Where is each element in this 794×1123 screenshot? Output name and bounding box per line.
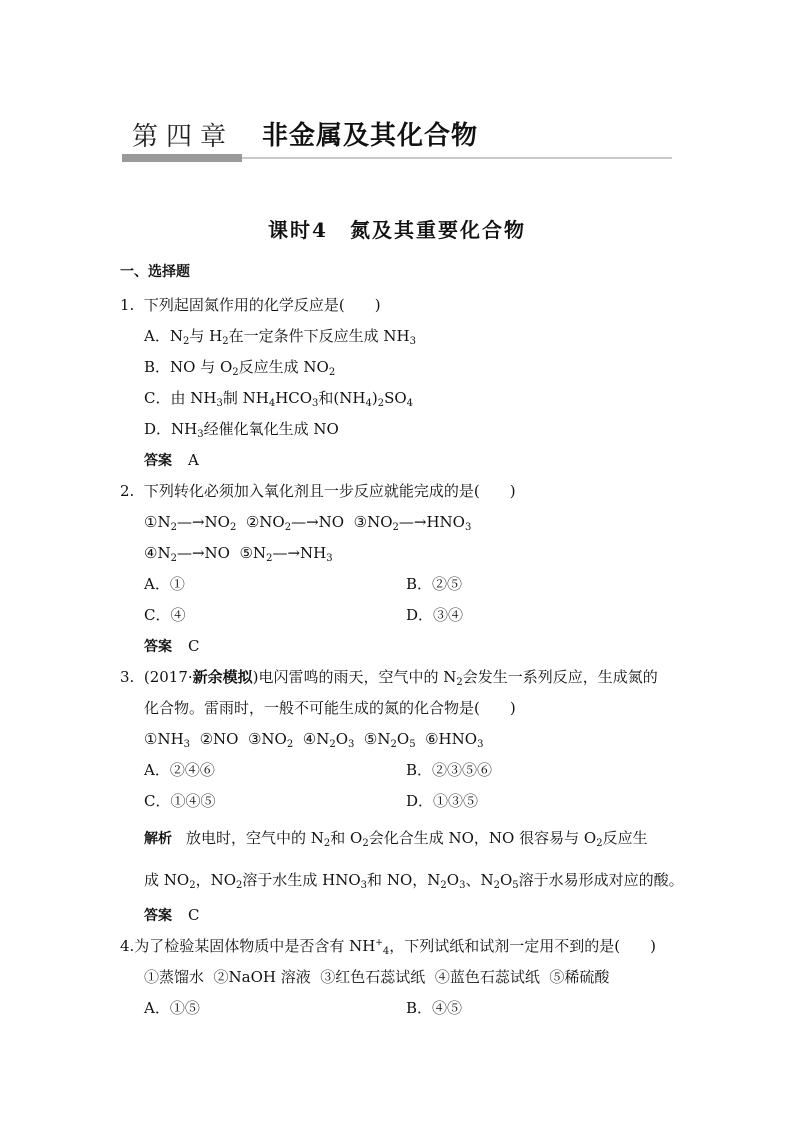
lesson-title: 课时4 氮及其重要化合物 (268, 218, 526, 242)
chapter-title: 非金属及其化合物 (262, 121, 479, 151)
text-line-q1c: C．由 $NH_3$制 $NH_4HCO_3$和$(NH_4)_2SO_4$ (144, 389, 414, 409)
text-line-q2s1: $①N_2—\to NO_2$ $②NO_2—\to NO$ $③NO_2—\to HNO_3$ (144, 513, 472, 533)
text-line-q2a: A．① (144, 575, 185, 593)
text-line-q4a: A．①⑤ (144, 999, 200, 1017)
text-line-q3ans: 答案 C (144, 906, 200, 924)
text-line-q2b: B．②⑤ (406, 575, 463, 593)
text-line-q1: 1. 下列起固氮作用的化学反应是( ) (120, 296, 381, 314)
text-line-q3d: D．①③⑤ (406, 792, 479, 810)
text-line-q1b: B．NO 与 $O_2$反应生成 $NO_2$ (144, 358, 336, 378)
text-line-q1d: D．$NH_3$经催化氧化生成 NO (144, 420, 339, 440)
text-line-q1ans: 答案 A (144, 451, 199, 469)
text-line-q3exp2: 成 $NO_2$，$NO_2$溶于水生成 $HNO_3$和 NO，$N_2O_3$、$N_2O_5$溶于水易形成对应的酸。 (144, 871, 684, 891)
text-line-q4b: B．④⑤ (406, 999, 463, 1017)
chapter-header (122, 108, 672, 168)
text-line-q4s: ①蒸馏水 ②NaOH 溶液 ③红色石蕊试纸 ④蓝色石蕊试纸 ⑤稀硫酸 (144, 968, 610, 986)
text-line-q2d: D．③④ (406, 606, 464, 624)
text-line-q3l2: 化合物。雷雨时，一般不可能生成的氮的化合物是( ) (144, 699, 516, 717)
text-line-q2ans: 答案 C (144, 637, 200, 655)
text-line-q3b: B．②③⑤⑥ (406, 761, 493, 779)
text-line-q4: 4.为了检验某固体物质中是否含有 $NH^+_4$，下列试纸和试剂一定用不到的是( ) (120, 937, 656, 957)
text-line-q2: 2. 下列转化必须加入氧化剂且一步反应就能完成的是( ) (120, 482, 516, 500)
text-line-q3c: C．①④⑤ (144, 792, 216, 810)
text-line-q3a: A．②④⑥ (144, 761, 215, 779)
chapter-label: 第四章 (132, 122, 235, 152)
header-divider (242, 157, 672, 159)
section-title: 一、选择题 (120, 264, 190, 280)
text-line-q3: 3. (2017·新余模拟)电闪雷鸣的雨天，空气中的 $N_2$会发生一系列反应，生成氮的 (120, 668, 658, 688)
text-line-q3s: $①NH_3$ ②NO $③NO_2$ $④N_2O_3$ $⑤N_2O_5$ $⑥HNO_3$ (144, 730, 484, 750)
header-bar-accent (122, 154, 242, 162)
text-line-q3exp1: 解析 放电时，空气中的 $N_2$和 $O_2$会化合生成 NO，NO 很容易与 $O_2$反应生 (144, 829, 648, 849)
text-line-q2c: C．④ (144, 606, 186, 624)
text-line-q1a: A．$N_2$与 $H_2$在一定条件下反应生成 $NH_3$ (144, 327, 416, 347)
text-line-q2s2: $④N_2—\to NO$ $⑤N_2—\to NH_3$ (144, 544, 333, 564)
